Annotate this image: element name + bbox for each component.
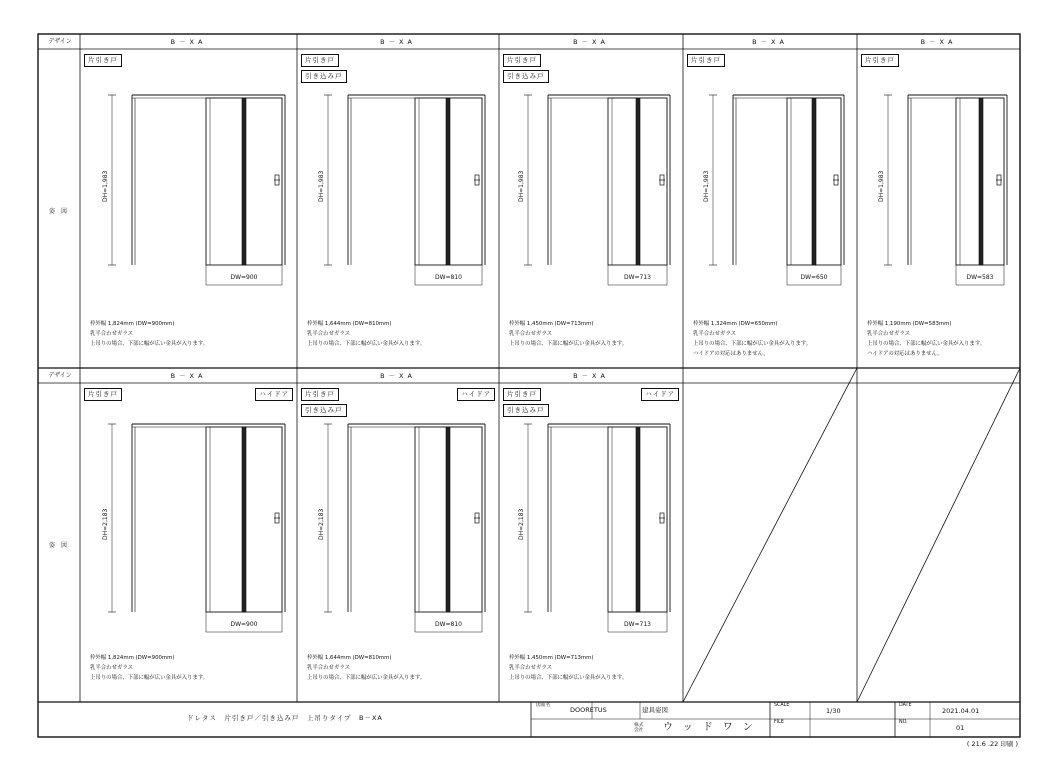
scale-value: 1/30	[826, 707, 841, 715]
design-header: B－XA	[573, 372, 609, 380]
design-header: B－XA	[380, 38, 416, 46]
spec-note: 上吊りの場合、下部に幅が広い金具が入ります。	[307, 341, 426, 347]
dw-label: DW=713	[623, 274, 652, 281]
glass-strip	[979, 98, 983, 265]
spec-note: 乳半合わせガラス	[307, 665, 350, 671]
dw-label: DW=810	[434, 621, 463, 628]
tag-sliding-door: 片引き戸	[503, 388, 541, 401]
row-header-elevation: 姿 図	[49, 208, 69, 215]
tag-pocket-door: 引き込み戸	[503, 404, 549, 417]
spec-note: 乳半合わせガラス	[307, 331, 350, 337]
tag-sliding-door: 片引き戸	[301, 54, 339, 67]
spec-note: 上吊りの場合、下部に幅が広い金具が入ります。	[90, 675, 209, 681]
dh-label: DH=1,983	[518, 170, 525, 202]
dw-label: DW=810	[434, 274, 463, 281]
company-prefix: 株式会社	[634, 723, 644, 733]
project-label: 図面名	[536, 703, 551, 708]
design-header: B－XA	[170, 38, 207, 46]
spec-note: 枠外幅 1,190mm (DW=583mm)	[867, 321, 952, 327]
design-header: B－XA	[752, 38, 788, 46]
design-header: B－XA	[380, 372, 416, 380]
spec-note: 枠外幅 1,644mm (DW=810mm)	[307, 655, 392, 661]
glass-strip	[812, 98, 816, 265]
dh-label: DH=1,983	[318, 170, 325, 202]
dw-label: DW=900	[230, 621, 258, 628]
drawing-title: ドレタス 片引き戸／引き込み戸 上吊りタイプ B－XA	[187, 714, 383, 722]
spec-note: 枠外幅 1,644mm (DW=810mm)	[307, 321, 392, 327]
brand-name: DOORETUS	[570, 706, 607, 714]
design-header: B－XA	[573, 38, 609, 46]
scale-label: SCALE	[774, 703, 790, 708]
spec-note: 枠外幅 1,824mm (DW=900mm)	[90, 655, 175, 661]
tag-pocket-door: 引き込み戸	[301, 70, 347, 83]
spec-note: 上吊りの場合、下部に幅が広い金具が入ります。	[867, 341, 986, 347]
spec-note: 乳半合わせガラス	[90, 331, 133, 337]
tag-pocket-door: 引き込み戸	[503, 70, 549, 83]
tag-high-door: ハイドア	[641, 388, 679, 401]
tag-sliding-door: 片引き戸	[84, 54, 122, 67]
dh-label: DH=2,183	[102, 508, 109, 540]
tag-pocket-door: 引き込み戸	[301, 404, 347, 417]
tag-sliding-door: 片引き戸	[861, 54, 899, 67]
glass-strip	[636, 427, 640, 612]
tag-sliding-door: 片引き戸	[503, 54, 541, 67]
company-name: ウッドワン	[663, 722, 763, 733]
spec-note: 枠外幅 1,824mm (DW=900mm)	[90, 321, 175, 327]
spec-note: 乳半合わせガラス	[509, 331, 552, 337]
print-note: ( 21.6 .22 印刷 )	[966, 740, 1018, 748]
empty-cell-diagonal	[857, 368, 1020, 702]
glass-strip	[636, 98, 640, 265]
dw-label: DW=900	[230, 274, 258, 281]
spec-note: ハイドアの対応はありません。	[867, 351, 943, 357]
sheet-border	[38, 34, 1020, 737]
glass-strip	[242, 427, 246, 612]
dw-label: DW=713	[623, 621, 652, 628]
spec-note: 乳半合わせガラス	[693, 331, 736, 337]
design-header: B－XA	[920, 38, 957, 46]
dh-label: DH=1,983	[703, 170, 710, 202]
tag-high-door: ハイドア	[255, 388, 293, 401]
row-header-design: デザイン	[48, 372, 72, 379]
dh-label: DH=2,183	[518, 508, 525, 540]
no-label: NO.	[899, 720, 908, 725]
glass-strip	[446, 427, 450, 612]
row-header-design: デザイン	[48, 38, 72, 45]
spec-note: 枠外幅 1,324mm (DW=650mm)	[693, 321, 778, 327]
spec-note: 枠外幅 1,450mm (DW=713mm)	[509, 321, 594, 327]
no-value: 01	[956, 724, 965, 732]
spec-note: 上吊りの場合、下部に幅が広い金具が入ります。	[509, 341, 628, 347]
dh-label: DH=2,183	[318, 508, 325, 540]
drawing-name: 建具姿図	[642, 706, 668, 714]
glass-strip	[446, 98, 450, 265]
tag-sliding-door: 片引き戸	[687, 54, 725, 67]
design-header: B－XA	[170, 372, 207, 380]
spec-note: 上吊りの場合、下部に幅が広い金具が入ります。	[509, 675, 628, 681]
spec-note: 乳半合わせガラス	[509, 665, 552, 671]
dh-label: DH=1,983	[102, 170, 109, 202]
glass-strip	[242, 98, 246, 265]
spec-note: 上吊りの場合、下部に幅が広い金具が入ります。	[307, 675, 426, 681]
dw-label: DW=583	[966, 274, 994, 281]
spec-note: 枠外幅 1,450mm (DW=713mm)	[509, 655, 594, 661]
spec-note: 乳半合わせガラス	[90, 665, 133, 671]
spec-note: 乳半合わせガラス	[867, 331, 910, 337]
dw-label: DW=650	[800, 274, 828, 281]
date-label: DATE	[899, 703, 912, 708]
file-label: FILE	[774, 720, 784, 725]
tag-sliding-door: 片引き戸	[301, 388, 339, 401]
date-value: 2021.04.01	[942, 707, 980, 715]
spec-note: 上吊りの場合、下部に幅が広い金具が入ります。	[90, 341, 209, 347]
spec-note: ハイドアの対応はありません。	[693, 351, 769, 357]
spec-note: 上吊りの場合、下部に幅が広い金具が入ります。	[693, 341, 812, 347]
empty-cell-diagonal	[683, 368, 857, 702]
tag-sliding-door: 片引き戸	[84, 388, 122, 401]
row-header-elevation: 姿 図	[49, 542, 69, 549]
dh-label: DH=1,983	[878, 170, 885, 202]
tag-high-door: ハイドア	[457, 388, 495, 401]
